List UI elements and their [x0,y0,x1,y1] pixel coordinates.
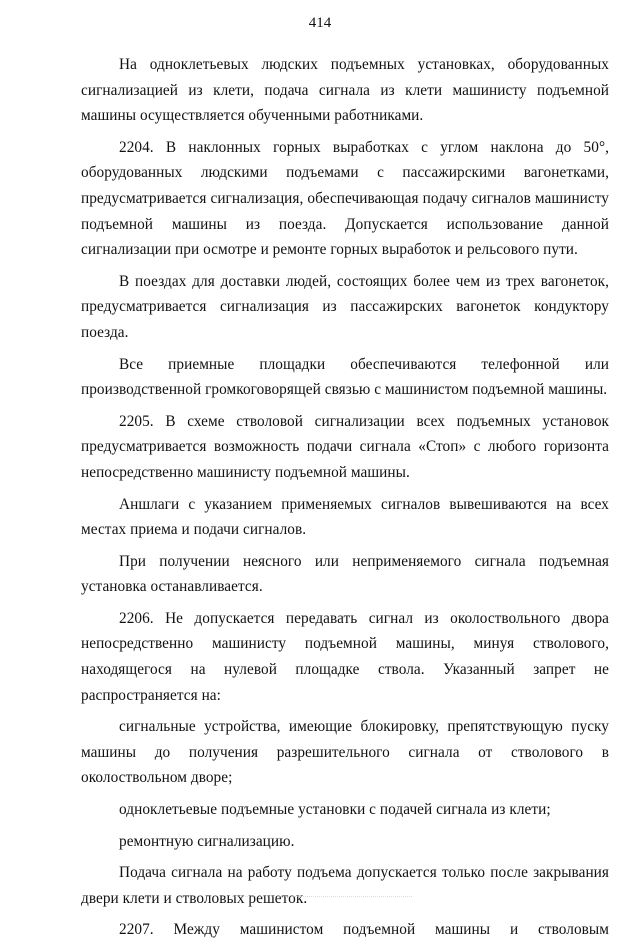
paragraph-train-signaling: В поездах для доставки людей, состоящих более чем из трех вагонеток, предусматривается сигнализация из пассажирских вагонеток кондуктору поезда. [81,272,609,341]
paragraph-exception-single-cage: одноклетьевые подъемные установки с подачей сигнала из клети; [119,801,551,819]
paragraph-receiving-platforms: Все приемные площадки обеспечиваются телефонной или производственной громкоговорящей связью с машинистом подъемной машины. [81,355,609,399]
page-number: 414 [308,15,332,31]
paragraph-2207: 2207. Между машинистом подъемной машины и стволовым [119,921,609,939]
paragraph-exception-interlock: сигнальные устройства, имеющие блокировку, препятствующую пуску машины до получения разрешительного сигнала от стволового в околоствольном дворе; [81,718,609,787]
paragraph-2204: 2204. В наклонных горных выработках с углом наклона до 50°, оборудованных людскими подъемами с пассажирскими вагонетками, предусматривается сигнализация, обеспечивающая подачу сигналов машинисту подъемной машины из поезда. Допускается использование данной сигнализации при осмотре и ремонте горных выработок и рельсового пути. [81,138,609,259]
paragraph-exception-repair: ремонтную сигнализацию. [119,832,295,850]
paragraph-signal-notices: Аншлаги с указанием применяемых сигналов вывешиваются на всех местах приема и подачи сигналов. [81,495,609,539]
paragraph-2205: 2205. В схеме стволовой сигнализации всех подъемных установок предусматривается возможность подачи сигнала «Стоп» с любого горизонта непосредственно машинисту подъемной машины. [81,412,609,481]
paragraph-2206: 2206. Не допускается передавать сигнал из околоствольного двора непосредственно машинисту подъемной машины, минуя стволового, находящегося на нулевой площадке ствола. Указанный запрет не распространяется на: [81,609,609,704]
scan-artifact [232,896,412,899]
paragraph-door-closing: Подача сигнала на работу подъема допускается только после закрывания двери клети и стволовых решеток. [81,864,609,907]
document-body [81,52,609,949]
paragraph-single-cage-signaling: На одноклетьевых людских подъемных установках, оборудованных сигнализацией из клети, подача сигнала из клети машинисту подъемной машины осуществляется обученными работниками. [81,56,609,125]
paragraph-unclear-signal: При получении неясного или неприменяемого сигнала подъемная установка останавливается. [81,552,609,596]
